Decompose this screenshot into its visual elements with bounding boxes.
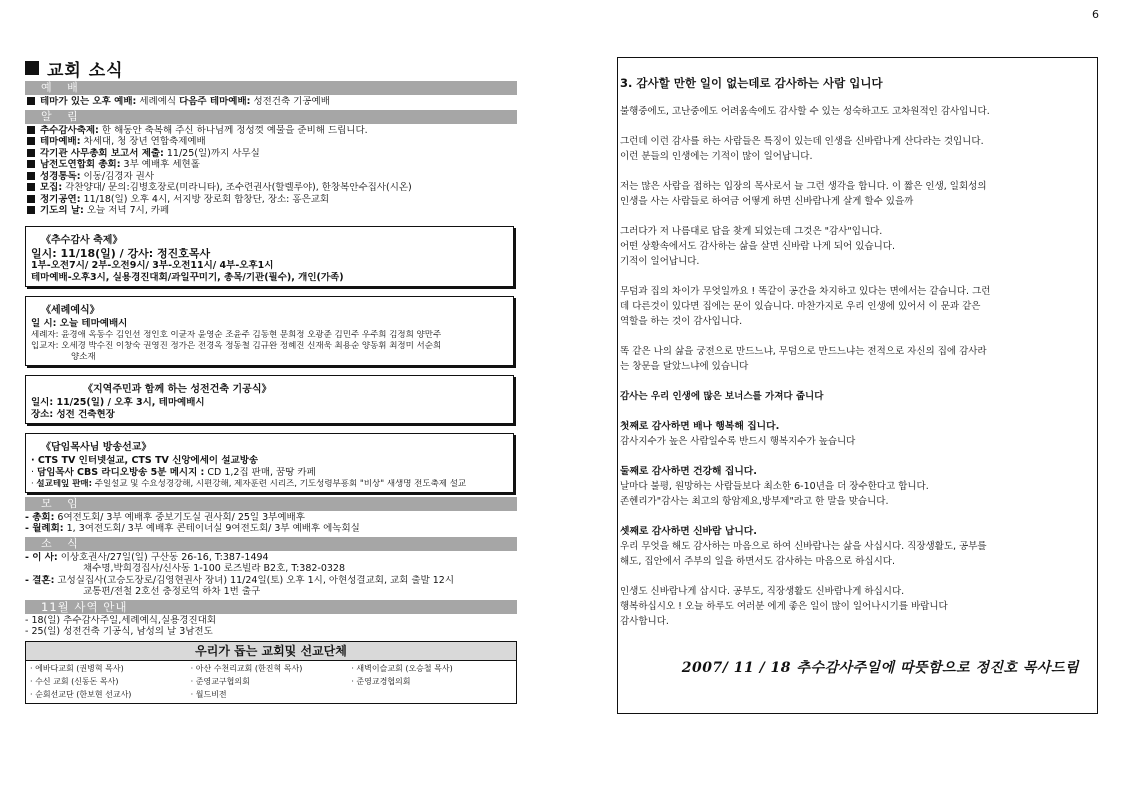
article-paragraph: [620, 419, 1093, 449]
article-paragraph: [620, 134, 1093, 164]
paragraph-line: 무덤과 집의 차이가 무엇일까요 ! 똑같이 공간을 차지하고 있다는 면에서는 같습니다. 그런: [620, 286, 991, 297]
paragraph-line: 데 다른것이 있다면 집에는 문이 있습니다. 마찬가지로 우리 인생에 있어서 이 문과 같은: [620, 301, 981, 312]
missions-title: 우리가 돕는 교회및 선교단체: [26, 642, 516, 661]
paragraph-line: 역할을 하는 것이 감사입니다.: [620, 316, 743, 327]
article-title: 3. 감사할 만한 일이 없는데로 감사하는 사람 입니다: [620, 76, 883, 90]
church-news-column: [25, 57, 517, 704]
paragraph-line: 기적이 일어납니다.: [620, 256, 700, 267]
article-paragraph: [620, 524, 1093, 569]
paragraph-line: 우리 무엇을 해도 감사하는 마음으로 하여 신바람나는 삶을 사십시다. 직장생활도, 공부를: [620, 541, 987, 552]
groundbreaking-box: 《지역주민과 함께 하는 성전건축 기공식》 일시: 11/25(일) / 오후 3시, 테마예배시 장소: 성전 건축현장: [25, 375, 514, 424]
list-item: · 준영교경협의회: [351, 676, 411, 686]
baptism-box: 《세례예식》 일 시: 오늘 테마예배시 세례자: 윤경애 옥동수 김인선 정인호 이균자 윤영순 조윤주 김동현 문희정 오광준 김민주 우주희 김정희 양만주 입교자: 오세경 박수진 이창숙 권영진 정가은 전경옥 정동철 김규완 정혜진 신재욱 최용순 양동휘 최정미 서순희 양소재: [25, 296, 514, 366]
square-bullet-icon: [27, 149, 35, 157]
article-paragraph: [620, 344, 1093, 374]
square-bullet-icon: [27, 160, 35, 168]
list-item: · 순회선교단 (한보현 선교사): [30, 689, 132, 699]
square-bullet-icon: [27, 183, 35, 191]
paragraph-line: 그런데 이런 감사를 하는 사람들은 특징이 있는데 인생을 신바람나게 산다라는 것입니다.: [620, 136, 984, 147]
paragraph-line: 그러다가 저 나름대로 답을 찾게 되었는데 그것은 "감사"입니다.: [620, 226, 883, 237]
missions-table: [25, 641, 517, 704]
paragraph-line: 행복하십시오 ! 오늘 하루도 여러분 에게 좋은 일이 많이 일어나시기를 바랍니다: [620, 601, 948, 612]
paragraph-line: 인생도 신바람나게 삽시다. 공부도, 직장생활도 신바람나게 하십시다.: [620, 586, 905, 597]
november-bar: 11월 사역 안내: [25, 600, 517, 614]
meeting-bar: 모 임: [25, 497, 517, 511]
list-item: · 월드비전: [190, 689, 227, 699]
list-item: · 새벽이슬교회 (오승철 목사): [351, 663, 453, 673]
paragraph-line: 감사합니다.: [620, 616, 669, 627]
article-paragraph: [620, 284, 1093, 329]
list-item: 교통편/전철 2호선 충정로역 하차 1번 출구: [83, 586, 261, 597]
paragraph-line: 감사지수가 높은 사람일수록 반드시 행복지수가 높습니다: [620, 436, 856, 447]
article-body: [620, 104, 1093, 629]
paragraph-line: 해도, 집안에서 주부의 일을 하면서도 감사하는 마음으로 하십시다.: [620, 556, 895, 567]
notice-bar: 알 림: [25, 110, 517, 124]
paragraph-heading: 둘째로 감사하면 건강해 집니다.: [620, 466, 757, 477]
paragraph-line: 존헨리가"감사는 최고의 항암제요,방부제"라고 한 말을 맞습니다.: [620, 496, 889, 507]
thanksgiving-box: 《추수감사 축제》 일시: 11/18(일) / 강사: 정진호목사 1부-오전7시/ 2부-오전9시/ 3부-오전11시/ 4부-오후1시 테마예배-오후3시, 실용경진대회/과일꾸미기, 총목/기관(필수), 개인(가족): [25, 226, 514, 287]
list-item: · 수신 교회 (신동돈 목사): [30, 676, 119, 686]
signature: 2007/ 11 / 18 추수감사주일에 따뜻함으로 정진호 목사드림: [681, 660, 1079, 676]
paragraph-line: 불행중에도, 고난중에도 어려움속에도 감사할 수 있는 성숙하고도 고차원적인 감사입니다.: [620, 106, 990, 117]
article-paragraph: [620, 104, 1093, 119]
list-item: 각기관 사무총회 보고서 제출: 11/25(일)까지 사무실: [25, 148, 517, 160]
paragraph-line: 똑 같은 나의 삶을 궁전으로 만드느냐, 무덤으로 만드느냐는 전적으로 자신의 집에 감사라: [620, 346, 987, 357]
box-title: 《지역주민과 함께 하는 성전건축 기공식》: [81, 380, 274, 395]
box-title: 《담임목사님 방송선교》: [39, 438, 153, 453]
worship-line: 테마가 있는 오후 예배: 세례예식 다음주 테마예배: 성전건축 기공예배: [25, 96, 517, 108]
list-item: · 준영교구협의회: [190, 676, 250, 686]
list-item: · 에바다교회 (권병혁 목사): [30, 663, 124, 673]
list-item: - 월례회: 1, 3여전도회/ 3부 예배후 콘테이너실 9여전도회/ 3부 예배후 에녹회실: [25, 523, 360, 534]
paragraph-line: 저는 많은 사람을 접하는 입장의 목사로서 늘 그런 생각을 합니다. 이 짧은 인생, 일회성의: [620, 181, 987, 192]
list-item: - 18(일) 추수감사주일,세례예식,실용경진대회: [25, 614, 217, 626]
page-number: 6: [1092, 8, 1099, 21]
news-bar: 소 식: [25, 537, 517, 551]
list-item: 추수감사축제: 한 해동안 축복해 주신 하나님께 정성껏 예물을 준비해 드립니다.: [25, 125, 517, 137]
square-bullet-icon: [27, 126, 35, 134]
square-bullet-icon: [27, 172, 35, 180]
worship-bar: 예 배: [25, 81, 517, 95]
box-title: 《추수감사 축제》: [39, 231, 124, 246]
paragraph-heading: 첫째로 감사하면 배나 행복해 집니다.: [620, 421, 780, 432]
paragraph-line: 는 창문을 달았느냐에 있습니다: [620, 361, 749, 372]
box-title: 《세례예식》: [39, 301, 102, 316]
paragraph-line: 이런 분들의 인생에는 기적이 많이 일어납니다.: [620, 151, 813, 162]
list-item: [351, 689, 512, 700]
square-bullet-icon: [25, 61, 39, 75]
article-paragraph: [620, 584, 1093, 629]
paragraph-line: 인생을 사는 사람들로 하여금 어떻게 하면 신바람나게 살게 할수 있을까: [620, 196, 914, 207]
square-bullet-icon: [27, 206, 35, 214]
list-item: · 아산 수천리교회 (한진혁 목사): [190, 663, 303, 673]
list-item: 남전도연합회 총회: 3부 예배후 세현홀: [25, 159, 517, 171]
square-bullet-icon: [27, 195, 35, 203]
article-paragraph: [620, 464, 1093, 509]
pastor-column: [617, 57, 1098, 714]
square-bullet-icon: [27, 97, 35, 105]
article-paragraph: [620, 179, 1093, 209]
paragraph-line: 감사는 우리 인생에 많은 보너스를 가져다 줍니다: [620, 391, 824, 402]
list-item: 기도의 날: 오늘 저녁 7시, 카페: [25, 205, 517, 217]
list-item: 채수명,박희경집사/신사동 1-100 로즈빌라 B2호, T:382-0328: [83, 563, 346, 574]
notice-list: [25, 125, 517, 217]
list-item: 정기공연: 11/18(일) 오후 4시, 서지방 장로회 합창단, 장소: 홍은교회: [25, 194, 517, 206]
list-item: 모집: 각찬양대/ 문의:김병호장로(미라니타), 조수련권사(할렐루야), 한창복안수집사(시온): [25, 182, 517, 194]
page-title: 교회 소식: [47, 60, 124, 81]
article-paragraph: [620, 224, 1093, 269]
list-item: - 총회: 6여전도회/ 3부 예배후 중보기도실 권사회/ 25일 3부예배후: [25, 511, 305, 523]
article-paragraph: [620, 389, 1093, 404]
list-item: 테마예배: 차세대, 청 장년 연합축제예배: [25, 136, 517, 148]
list-item: - 이 사: 이상호권사/27일(일) 구산동 26-16, T:387-1494: [25, 551, 269, 563]
list-item: - 결혼: 고성실집사(고승도장로/김영현권사 장녀) 11/24일(토) 오후 1시, 아현성결교회, 교회 출발 12시: [25, 574, 455, 586]
list-item: - 25(일) 성전건축 기공식, 남성의 날 3남전도: [25, 626, 213, 637]
paragraph-heading: 셋째로 감사하면 신바람 납니다.: [620, 526, 757, 537]
paragraph-line: 날마다 불평, 원망하는 사람들보다 최소한 6-10년을 더 장수한다고 합니다.: [620, 481, 929, 492]
list-item: 성경통독: 이동/김경자 권사: [25, 171, 517, 183]
broadcast-box: 《담임목사님 방송선교》 · CTS TV 인터넷설교, CTS TV 신앙에세이 설교방송 · 담임목사 CBS 라디오방송 5분 메시지 : CD 1,2집 판매, 꿈땅 카페 · 설교테잎 판매: 주일설교 및 수요성경강해, 시편강해, 제자훈련 시리즈, 기도성령부흥회 "비상" 새생명 전도축제 설교: [25, 433, 514, 493]
square-bullet-icon: [27, 137, 35, 145]
section-heading: [25, 57, 517, 79]
paragraph-line: 어떤 상황속에서도 감사하는 삶을 살면 신바람 나게 되어 있습니다.: [620, 241, 895, 252]
